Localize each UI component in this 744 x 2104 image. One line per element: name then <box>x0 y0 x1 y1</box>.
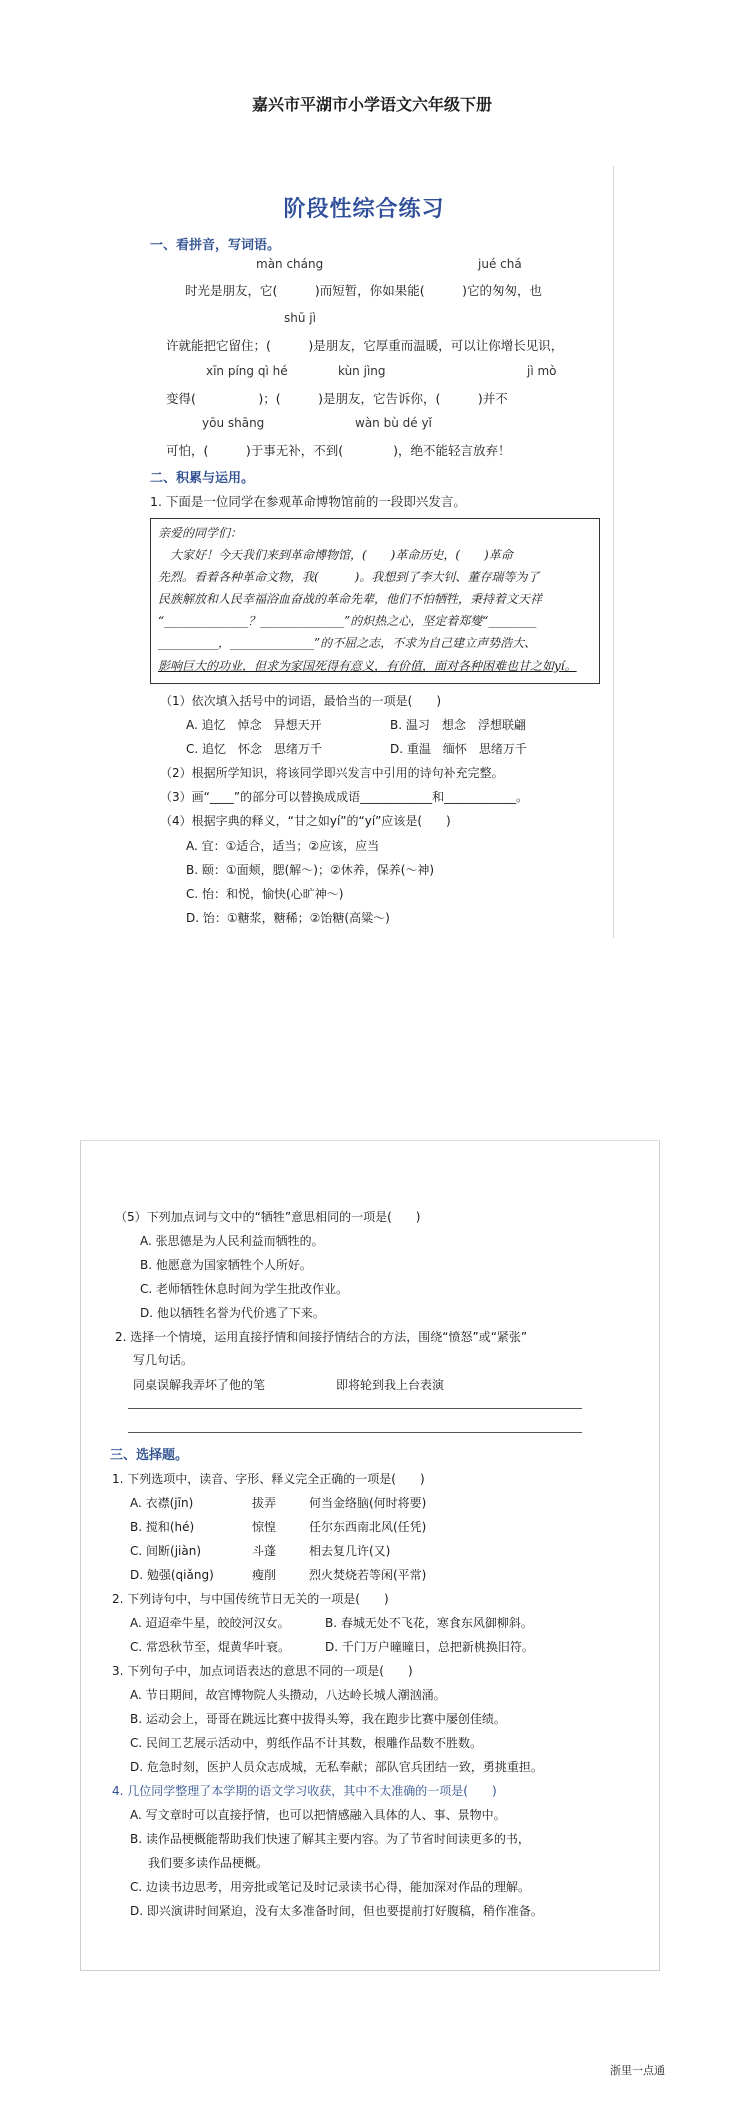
section-3-heading: 三、选择题。 <box>110 1448 189 1463</box>
option: B. 颐：①面颊，腮(解～)；②休养，保养(～神) <box>186 863 435 877</box>
option: D. 即兴演讲时间紧迫，没有太多准备时间，但也要提前打好腹稿，稍作准备。 <box>130 1904 543 1918</box>
option: B. 他愿意为国家牺牲个人所好。 <box>140 1258 312 1272</box>
option: A. 迢迢牵牛星，皎皎河汉女。 <box>130 1616 290 1630</box>
answer-line <box>128 1432 582 1433</box>
choice-question: 1. 下列选项中，读音、字形、释义完全正确的一项是( ) <box>112 1472 425 1486</box>
option: D. 危急时刻，医护人员众志成城，无私奉献；部队官兵团结一致，勇挑重担。 <box>130 1760 543 1774</box>
section-1-heading: 一、看拼音，写词语。 <box>150 238 281 253</box>
passage-line: 民族解放和人民幸福浴血奋战的革命先辈，他们不怕牺牲，秉持着文天祥 <box>158 592 543 606</box>
option: B. 读作品梗概能帮助我们快速了解其主要内容。为了节省时间读更多的书， <box>130 1832 530 1846</box>
option-cont: 我们要多读作品梗概。 <box>148 1856 269 1870</box>
option: A. 节日期间，故宫博物院人头攒动，八达岭长城人潮汹涌。 <box>130 1688 446 1702</box>
passage-line: “______________？______________”的炽热之心，坚定着郑燮“________ <box>158 614 537 628</box>
option: D. 他以牺牲名誉为代价逃了下来。 <box>140 1306 325 1320</box>
option: A. 写文章时可以直接抒情，也可以把情感融入具体的人、事、景物中。 <box>130 1808 506 1822</box>
pinyin: wàn bù dé yǐ <box>355 416 432 430</box>
scenario-option: 同桌误解我弄坏了他的笔 <box>133 1378 266 1392</box>
option: B. 运动会上，哥哥在跳远比赛中拔得头筹，我在跑步比赛中屡创佳绩。 <box>130 1712 506 1726</box>
sentence-line: 时光是朋友，它( )而短暂，你如果能( )它的匆匆，也 <box>185 283 543 298</box>
passage-line: 先烈。看着各种革命文物，我( )。我想到了李大钊、董存瑞等为了 <box>158 570 540 584</box>
sheet-title: 阶段性综合练习 <box>283 196 445 222</box>
option: C. 常恐秋节至，焜黄华叶衰。 <box>130 1640 291 1654</box>
subquestion: （1）依次填入括号中的词语，最恰当的一项是( ) <box>160 694 442 708</box>
option: D. 勉强(qiǎng) <box>130 1568 214 1582</box>
pinyin: shū jì <box>284 311 316 325</box>
choice-question: 4. 几位同学整理了本学期的语文学习收获，其中不太准确的一项是( ) <box>112 1784 497 1798</box>
watermark-text: 浙里一点通 <box>610 2064 665 2077</box>
option: 瘦削 <box>252 1568 277 1582</box>
pinyin: màn cháng <box>256 257 324 271</box>
pinyin: yōu shāng <box>202 416 265 430</box>
pinyin: jué chá <box>478 257 522 271</box>
option: C. 民间工艺展示活动中，剪纸作品不计其数，根雕作品数不胜数。 <box>130 1736 483 1750</box>
passage-line: __________，______________”的不屈之志，不求为自己建立声势浩大、 <box>158 636 537 650</box>
option: B. 温习 想念 浮想联翩 <box>390 718 526 732</box>
sentence-line: 可怕，( )于事无补，不到( )，绝不能轻言放弃！ <box>166 443 511 458</box>
question-2-prompt: 2. 选择一个情境，运用直接抒情和间接抒情结合的方法，围绕“愤怒”或“紧张” <box>115 1330 528 1344</box>
option: A. 张思德是为人民利益而牺牲的。 <box>140 1234 324 1248</box>
page-edge <box>80 1140 658 1141</box>
answer-line <box>128 1408 582 1409</box>
section-2-heading: 二、积累与运用。 <box>150 471 255 486</box>
option: D. 饴：①糖浆，糖稀；②饴糖(高粱～) <box>186 911 390 925</box>
option: 任尔东西南北风(任凭) <box>309 1520 427 1534</box>
option: A. 衣襟(jīn) <box>130 1496 194 1510</box>
choice-question: 2. 下列诗句中，与中国传统节日无关的一项是( ) <box>112 1592 389 1606</box>
option: 惊惶 <box>252 1520 277 1534</box>
pinyin: jì mò <box>527 364 557 378</box>
option: 烈火焚烧若等闲(平常) <box>309 1568 427 1582</box>
document-title: 嘉兴市平湖市小学语文六年级下册 <box>251 95 492 114</box>
option: A. 宜：①适合，适当；②应该，应当 <box>186 839 380 853</box>
pinyin: kùn jìng <box>338 364 386 378</box>
option: D. 千门万户曈曈日，总把新桃换旧符。 <box>325 1640 534 1654</box>
option: C. 边读书边思考，用旁批或笔记及时记录读书心得，能加深对作品的理解。 <box>130 1880 531 1894</box>
option: C. 老师牺牲休息时间为学生批改作业。 <box>140 1282 349 1296</box>
option: A. 追忆 悼念 异想天开 <box>186 718 322 732</box>
option: C. 间断(jiàn) <box>130 1544 201 1558</box>
option: 斗蓬 <box>252 1544 277 1558</box>
scenario-option: 即将轮到我上台表演 <box>336 1378 445 1392</box>
choice-question: 3. 下列句子中，加点词语表达的意思不同的一项是( ) <box>112 1664 413 1678</box>
option: 拔弄 <box>252 1496 277 1510</box>
subquestion: （3）画“____”的部分可以替换成成语____________和____________。 <box>160 790 529 804</box>
option: C. 怡：和悦，愉快(心旷神～) <box>186 887 344 901</box>
question-1-prompt: 1. 下面是一位同学在参观革命博物馆前的一段即兴发言。 <box>150 494 466 509</box>
subquestion: （2）根据所学知识，将该同学即兴发言中引用的诗句补充完整。 <box>160 766 504 780</box>
option: D. 重温 缅怀 思绪万千 <box>390 742 527 756</box>
passage-line-underlined: 影响巨大的功业，但求为家国死得有意义，有价值，面对各种困难也甘之如yí。 <box>158 659 577 673</box>
subquestion: （4）根据字典的释义，“甘之如yí”的“yí”应该是( ) <box>160 814 451 828</box>
option: B. 搅和(hé) <box>130 1520 195 1534</box>
question-2-prompt-cont: 写几句话。 <box>133 1353 194 1367</box>
option: C. 追忆 怀念 思绪万千 <box>186 742 323 756</box>
subquestion: （5）下列加点词与文中的“牺牲”意思相同的一项是( ) <box>115 1210 421 1224</box>
passage-line: 大家好！今天我们来到革命博物馆，( )革命历史，( )革命 <box>158 548 513 562</box>
option: B. 春城无处不飞花，寒食东风御柳斜。 <box>325 1616 533 1630</box>
option: 相去复几许(又) <box>309 1544 391 1558</box>
passage-line: 亲爱的同学们： <box>158 526 243 540</box>
option: 何当金络脑(何时将要) <box>309 1496 427 1510</box>
sentence-line: 变得( )；( )是朋友，它告诉你，( )并不 <box>166 391 508 406</box>
sentence-line: 许就能把它留住；( )是朋友，它厚重而温暖，可以让你增长见识， <box>166 338 564 353</box>
pinyin: xīn píng qì hé <box>206 364 288 378</box>
